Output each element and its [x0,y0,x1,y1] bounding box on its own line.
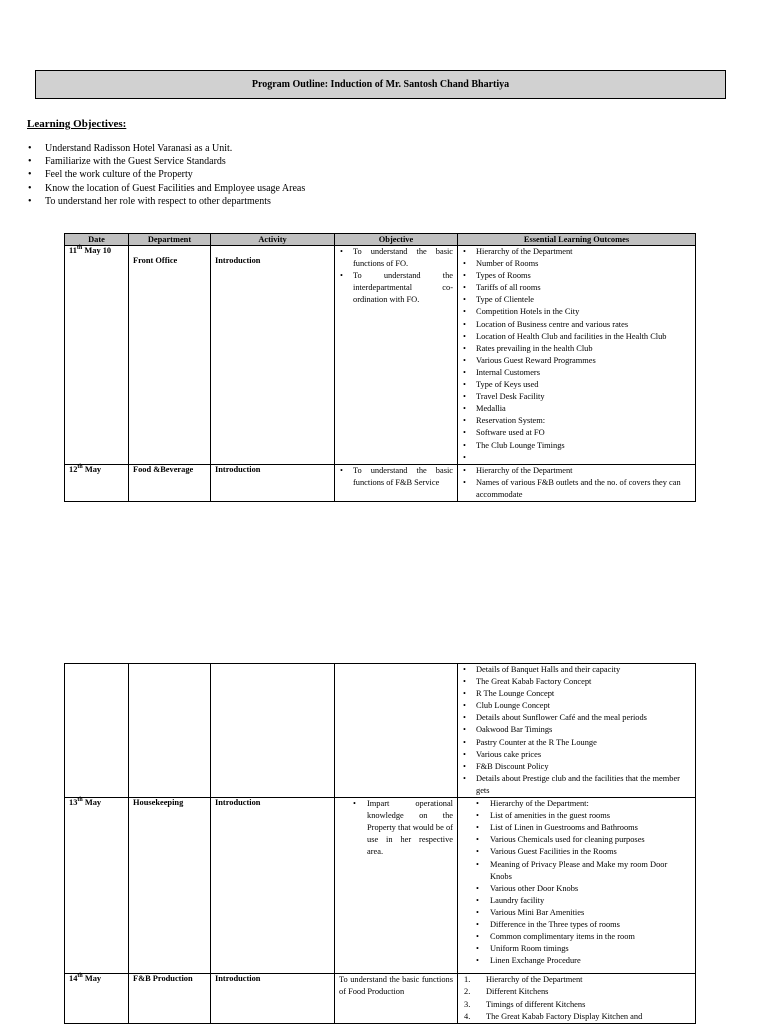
objective-list [339,465,453,489]
department-cell: F&B Production [129,974,211,1023]
outcome-item: • Types of Rooms [462,270,691,282]
outcome-item: • Common complimentary items in the room [462,931,691,943]
outcomes-cell [458,664,696,798]
outcome-item: • Various Mini Bar Amenities [462,907,691,919]
activity-cell: Introduction [211,798,335,974]
learning-objectives-heading: Learning Objectives: [27,118,127,130]
activity-cell: Introduction [211,464,335,501]
date-cell [65,798,129,974]
objective-cell [335,246,458,465]
date-cell [65,464,129,501]
outcome-number: 3. [464,999,471,1009]
date-rest: May [82,974,102,984]
outcome-item: • Location of Business centre and various rates [462,319,691,331]
outcome-item: • Rates prevailing in the health Club [462,343,691,355]
outcome-item: • Hierarchy of the Department [462,246,691,258]
outcomes-cell [458,798,696,974]
header-outcomes: Essential Learning Outcomes [458,234,696,246]
objective-cell [335,664,458,798]
outcome-item: • Oakwood Bar Timings [462,724,691,736]
outcome-item: • Names of various F&B outlets and the no. of covers they can accommodate [462,477,691,501]
outcome-item: • Hierarchy of the Department [462,465,691,477]
outcome-item: • Competition Hotels in the City [462,306,691,318]
outcome-item: • Software used at FO [462,427,691,439]
outcome-item: • Tariffs of all rooms [462,282,691,294]
table-row-food-beverage-continued [65,664,696,798]
table-row-food-beverage [65,464,696,501]
date-sup: th [77,973,83,980]
outcome-item: • Details about Prestige club and the facilities that the member gets [462,773,691,797]
outcome-item: • The Great Kabab Factory Concept [462,676,691,688]
outcome-item: • F&B Discount Policy [462,761,691,773]
outcome-item: • Various cake prices [462,749,691,761]
learning-objective-item: • Know the location of Guest Facilities and Employee usage Areas [27,182,305,195]
header-activity: Activity [211,234,335,246]
date-day: 13 [69,798,78,808]
learning-objective-item: • Familiarize with the Guest Service Standards [27,155,305,168]
outcome-item: • Hierarchy of the Department: [462,798,691,810]
table-header-row [65,234,696,246]
learning-objective-item: • Understand Radisson Hotel Varanasi as a Unit. [27,142,305,155]
outcome-item: • Various other Door Knobs [462,883,691,895]
outcomes-cell [458,464,696,501]
outcome-number: 1. [464,975,471,985]
program-outline-table [64,233,696,502]
objective-item: • To understand the basic functions of F&B Service [339,465,453,489]
outcome-item: • Meaning of Privacy Please and Make my room Door Knobs [462,859,691,883]
outcome-item: • Details of Banquet Halls and their capacity [462,664,691,676]
outcome-text: The Great Kabab Factory Display Kitchen and [486,1011,643,1021]
learning-objective-item: • Feel the work culture of the Property [27,168,305,181]
program-outline-table-continued [64,663,696,1024]
outcome-item: • Various Guest Reward Programmes [462,355,691,367]
date-cell [65,246,129,465]
objective-item: • To understand the basic functions of FO. [339,246,453,270]
outcomes-cell [458,974,696,1023]
outcome-item [462,452,691,464]
outcomes-list [462,798,691,967]
outcomes-list [462,246,691,464]
outcome-item: • Laundry facility [462,895,691,907]
outcome-item: • List of amenities in the guest rooms [462,810,691,822]
outcome-item: • Linen Exchange Procedure [462,955,691,967]
outcomes-list [462,664,691,797]
outcomes-list [462,465,691,501]
objective-cell: To understand the basic functions of Food Production [335,974,458,1023]
date-rest: May [82,464,102,474]
outcome-number: 4. [464,1011,471,1021]
outcome-item: • Uniform Room timings [462,943,691,955]
date-cell [65,664,129,798]
learning-objectives-list [27,142,305,208]
outcome-item: • Internal Customers [462,367,691,379]
activity-cell: Introduction [211,246,335,465]
date-sup: th [77,463,83,470]
date-cell [65,974,129,1023]
outcome-item: • Pastry Counter at the R The Lounge [462,737,691,749]
objective-cell [335,798,458,974]
outcome-item [462,1011,691,1023]
outcome-item: • Reservation System: [462,415,691,427]
header-date: Date [65,234,129,246]
objective-item: • To understand the interdepartmental co-ordination with FO. [339,270,453,306]
objective-cell [335,464,458,501]
date-day: 12 [69,464,78,474]
outcome-text: Different Kitchens [486,987,549,997]
date-sup: th [77,797,83,804]
date-sup: th [76,245,83,252]
department-cell: Front Office [129,246,211,465]
table-row-front-office [65,246,696,465]
date-rest: May 10 [82,246,112,255]
outcome-item: • Type of Clientele [462,294,691,306]
learning-objective-item: • To understand her role with respect to other departments [27,195,305,208]
objective-list [339,798,453,858]
outcome-item: • Difference in the Three types of rooms [462,919,691,931]
outcome-number: 2. [464,987,471,997]
outcome-text: Hierarchy of the Department [486,975,583,985]
outcome-item: • Type of Keys used [462,379,691,391]
activity-cell [211,664,335,798]
table-row-fb-production [65,974,696,1023]
outcome-item [462,999,691,1011]
outcome-item: • Club Lounge Concept [462,700,691,712]
department-cell: Housekeeping [129,798,211,974]
outcome-item: • Number of Rooms [462,258,691,270]
activity-cell: Introduction [211,974,335,1023]
outcome-item: • Details about Sunflower Café and the meal periods [462,712,691,724]
outcome-item: • Location of Health Club and facilities in the Health Club [462,331,691,343]
department-cell: Food &Beverage [129,464,211,501]
objective-list [339,246,453,306]
outcome-item: • Various Chemicals used for cleaning purposes [462,834,691,846]
outcome-item: • R The Lounge Concept [462,688,691,700]
outcome-item: • Travel Desk Facility [462,391,691,403]
objective-item: • Impart operational knowledge on the Property that would be of use in her respective area. [339,798,453,858]
outcome-text: Timings of different Kitchens [486,999,586,1009]
department-cell [129,664,211,798]
outcome-item: • List of Linen in Guestrooms and Bathrooms [462,822,691,834]
date-rest: May [82,798,102,808]
outcome-item: • Medallia [462,403,691,415]
outcomes-cell [458,246,696,465]
program-title-box [35,70,726,99]
outcomes-numbered-list [462,974,691,1022]
header-objective: Objective [335,234,458,246]
date-day: 11 [69,246,77,255]
header-department: Department [129,234,211,246]
outcome-item: • The Club Lounge Timings [462,440,691,452]
outcome-item [462,974,691,986]
table-row-housekeeping [65,798,696,974]
date-day: 14 [69,974,78,984]
program-title: Program Outline: Induction of Mr. Santosh Chand Bhartiya [251,79,510,90]
outcome-item: • Various Guest Facilities in the Rooms [462,846,691,858]
outcome-item [462,986,691,998]
